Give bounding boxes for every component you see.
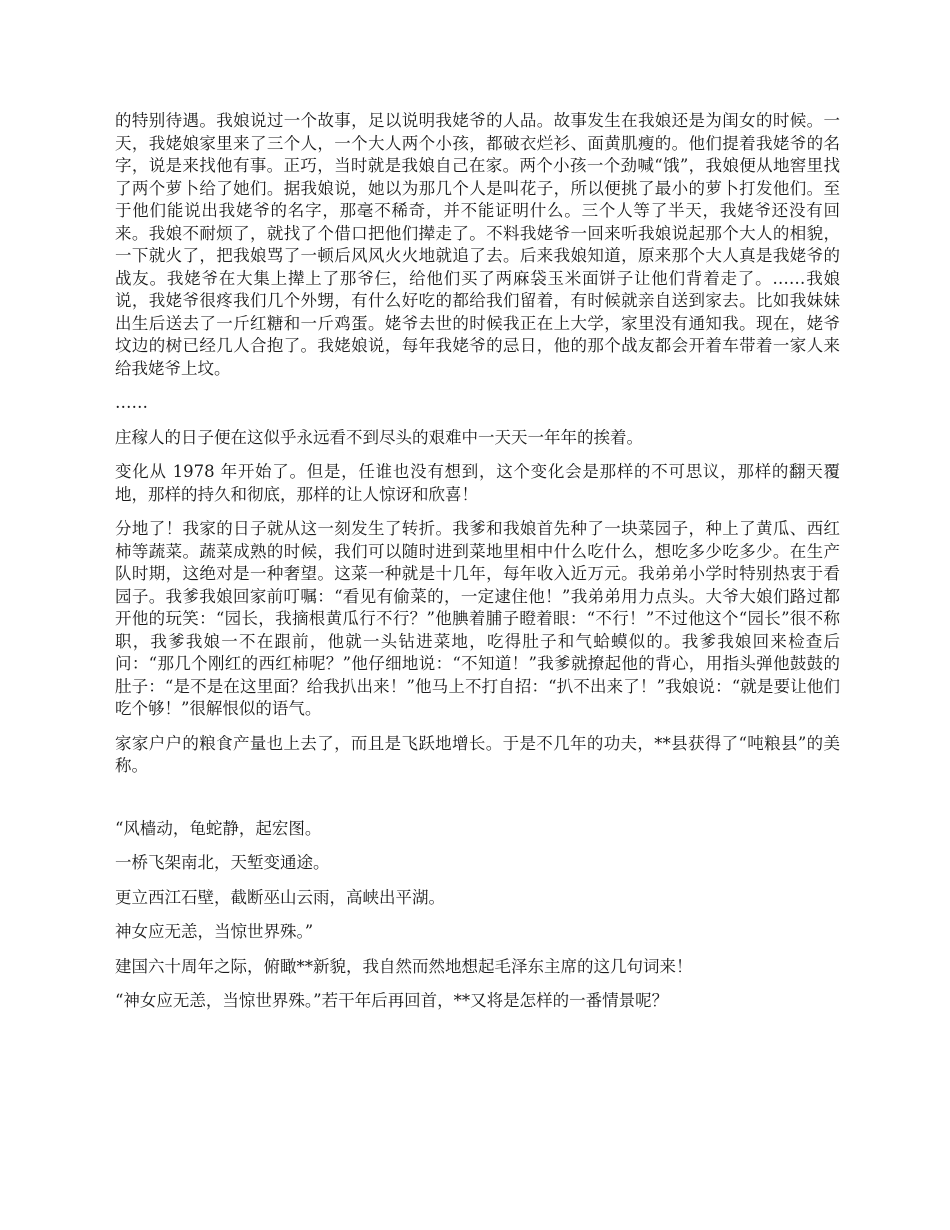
paragraph-change-1978: 变化从 1978 年开始了。但是，任谁也没有想到，这个变化会是那样的不可思议，那样的翻天覆地，那样的持久和彻底，那样的让人惊讶和欣喜！ xyxy=(115,462,840,504)
paragraph-grain-output: 家家户户的粮食产量也上去了，而且是飞跃地增长。于是不几年的功夫，**县获得了“吨粮县”的美称。 xyxy=(115,733,840,775)
paragraph-ellipsis: …… xyxy=(115,393,148,412)
section-spacer xyxy=(115,790,840,818)
poem-line-4: 神女应无恙，当惊世界殊。” xyxy=(115,922,314,941)
paragraph-grandfather-story: 的特别待遇。我娘说过一个故事，足以说明我姥爷的人品。故事发生在我娘还是为闺女的时候。一天，我姥娘家里来了三个人，一个大人两个小孩，都破衣烂衫、面黄肌瘦的。他们提着我姥爷的名字，说是来找他有事。正巧，当时就是我娘自己在家。两个小孩一个劲喊“饿”，我娘便从地窖里找了两个萝卜给了她们。据我娘说，她以为那几个人是叫花子，所以便挑了最小的萝卜打发他们。至于他们能说出我姥爷的名字，那毫不稀奇，并不能证明什么。三个人等了半天，我姥爷还没有回来。我娘不耐烦了，就找了个借口把他们撵走了。不料我姥爷一回来听我娘说起那个大人的相貌，一下就火了，把我娘骂了一顿后风风火火地就追了去。后来我娘知道，原来那个大人真是我姥爷的战友。我姥爷在大集上撵上了那爷仨，给他们买了两麻袋玉米面饼子让他们背着走了。……我娘说，我姥爷很疼我们几个外甥，有什么好吃的都给我们留着，有时候就亲自送到家去。比如我妹妹出生后送去了一斤红糖和一斤鸡蛋。姥爷去世的时候我正在上大学，家里没有通知我。现在，姥爷坟边的树已经几人合抱了。我姥娘说，每年我姥爷的忌日，他的那个战友都会开着车带着一家人来给我姥爷上坟。 xyxy=(115,111,840,378)
poem-line-2: 一桥飞架南北，天堑变通途。 xyxy=(115,853,330,872)
paragraph-hard-days: 庄稼人的日子便在这似乎永远看不到尽头的艰难中一天天一年年的挨着。 xyxy=(115,427,643,447)
document-body xyxy=(115,110,840,1025)
paragraph-closing-question: “神女应无恙，当惊世界殊。”若干年后再回首，**又将是怎样的一番情景呢？ xyxy=(115,991,669,1010)
poem-line-1: “风樯动，龟蛇静，起宏图。 xyxy=(115,818,322,838)
poem-line-3: 更立西江石壁，截断巫山云雨，高峡出平湖。 xyxy=(115,887,445,907)
paragraph-land-division: 分地了！我家的日子就从这一刻发生了转折。我爹和我娘首先种了一块菜园子，种上了黄瓜、西红柿等蔬菜。蔬菜成熟的时候，我们可以随时进到菜地里相中什么吃什么，想吃多少吃多少。在生产队时期，这绝对是一种奢望。这菜一种就是十几年，每年收入近万元。我弟弟小学时特别热衷于看园子。我爹我娘回家前叮嘱：“看见有偷菜的，一定逮住他！”我弟弟用力点头。大爷大娘们路过都开他的玩笑：“园长，我摘根黄瓜行不行？”他腆着脯子瞪着眼：“不行！”不过他这个“园长”很不称职，我爹我娘一不在跟前，他就一头钻进菜地，吃得肚子和气蛤蟆似的。我爹我娘回来检查后问：“那几个刚红的西红柿呢？”他仔细地说：“不知道！”我爹就撩起他的背心，用指头弹他鼓鼓的肚子：“是不是在这里面？给我扒出来！”他马上不打自招：“扒不出来了！”我娘说：“就是要让他们吃个够！”很解恨似的语气。 xyxy=(115,519,840,718)
paragraph-anniversary: 建国六十周年之际，俯瞰**新貌，我自然而然地想起毛泽东主席的这几句词来！ xyxy=(115,956,693,976)
